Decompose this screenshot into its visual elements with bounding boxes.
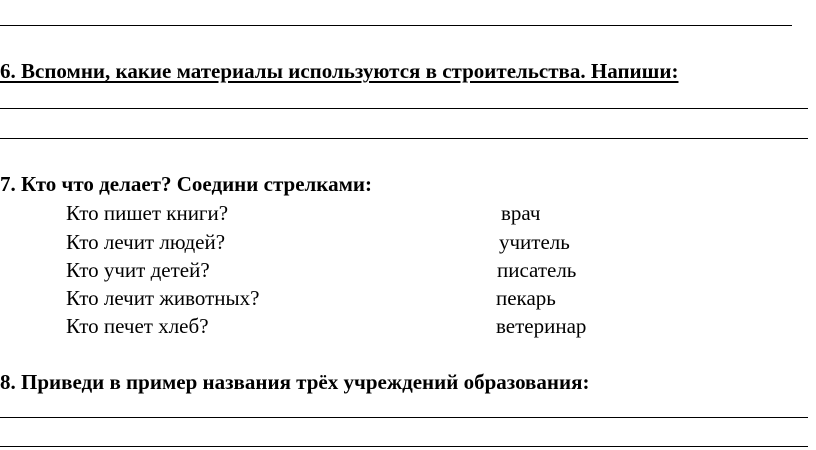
task7-answer: учитель (499, 230, 570, 254)
task7-answer: ветеринар (496, 314, 587, 338)
task8-answer-line-2[interactable] (0, 446, 808, 447)
task8-heading: 8. Приведи в пример названия трёх учреждений образования: (0, 370, 590, 394)
task7-heading: 7. Кто что делает? Соедини стрелками: (0, 172, 372, 196)
task7-question: Кто учит детей? (66, 258, 210, 282)
task6-answer-line-1[interactable] (0, 108, 808, 109)
task6-answer-line-2[interactable] (0, 138, 808, 139)
task6-heading: 6. Вспомни, какие материалы используются в строительства. Напиши: (0, 59, 679, 83)
task7-answer: пекарь (496, 286, 556, 310)
task7-question: Кто печет хлеб? (66, 314, 209, 338)
task7-answer: писатель (497, 258, 577, 282)
task7-question: Кто лечит людей? (66, 230, 226, 254)
task7-answer: врач (501, 201, 541, 225)
task7-question: Кто лечит животных? (66, 286, 260, 310)
answer-line-top[interactable] (0, 25, 792, 26)
task8-answer-line-1[interactable] (0, 417, 808, 418)
task7-question: Кто пишет книги? (66, 201, 229, 225)
